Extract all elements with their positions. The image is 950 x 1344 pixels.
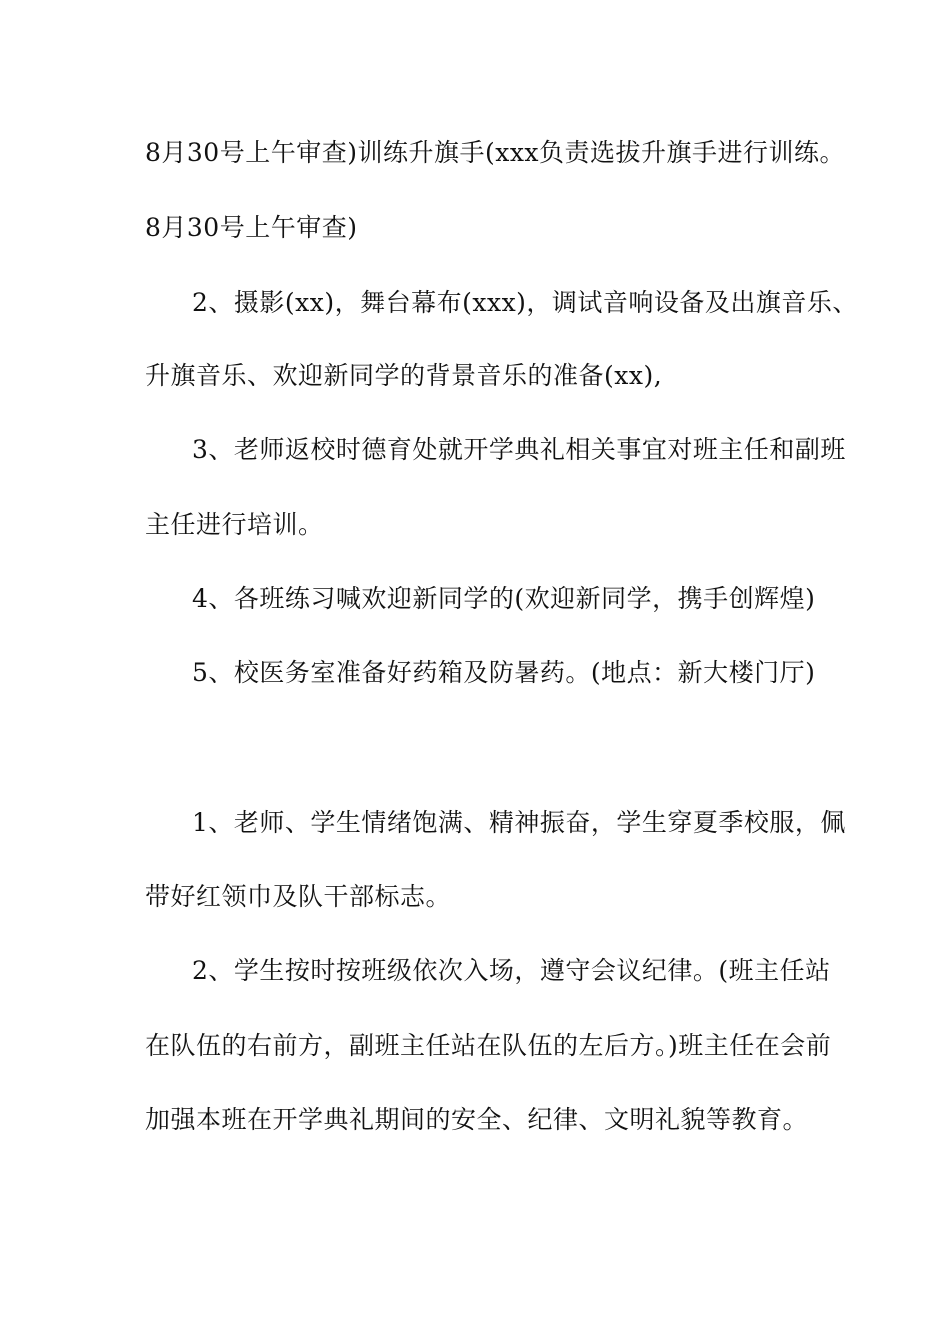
text-line-12: 在队伍的右前方，副班主任站在队伍的左后方。)班主任在会前 <box>145 1031 832 1060</box>
text-line-5: 3、老师返校时德育处就开学典礼相关事宜对班主任和副班 <box>192 435 846 464</box>
text-line-4: 升旗音乐、欢迎新同学的背景音乐的准备(xx), <box>145 361 663 390</box>
text-line-11: 2、学生按时按班级依次入场，遵守会议纪律。(班主任站 <box>192 956 831 985</box>
text-line-2: 8月30号上午审查) <box>145 213 358 242</box>
text-line-8: 5、校医务室准备好药箱及防暑药。(地点：新大楼门厅) <box>192 658 816 687</box>
text-line-6: 主任进行培训。 <box>145 510 324 539</box>
text-line-1: 8月30号上午审查)训练升旗手(xxx负责选拔升旗手进行训练。 <box>145 138 846 167</box>
text-line-7: 4、各班练习喊欢迎新同学的(欢迎新同学，携手创辉煌) <box>192 584 816 613</box>
text-line-3: 2、摄影(xx)，舞台幕布(xxx)，调试音响设备及出旗音乐、 <box>192 288 858 317</box>
text-line-10: 带好红领巾及队干部标志。 <box>145 882 452 911</box>
text-line-9: 1、老师、学生情绪饱满、精神振奋，学生穿夏季校服，佩 <box>192 808 846 837</box>
text-line-13: 加强本班在开学典礼期间的安全、纪律、文明礼貌等教育。 <box>145 1105 809 1134</box>
